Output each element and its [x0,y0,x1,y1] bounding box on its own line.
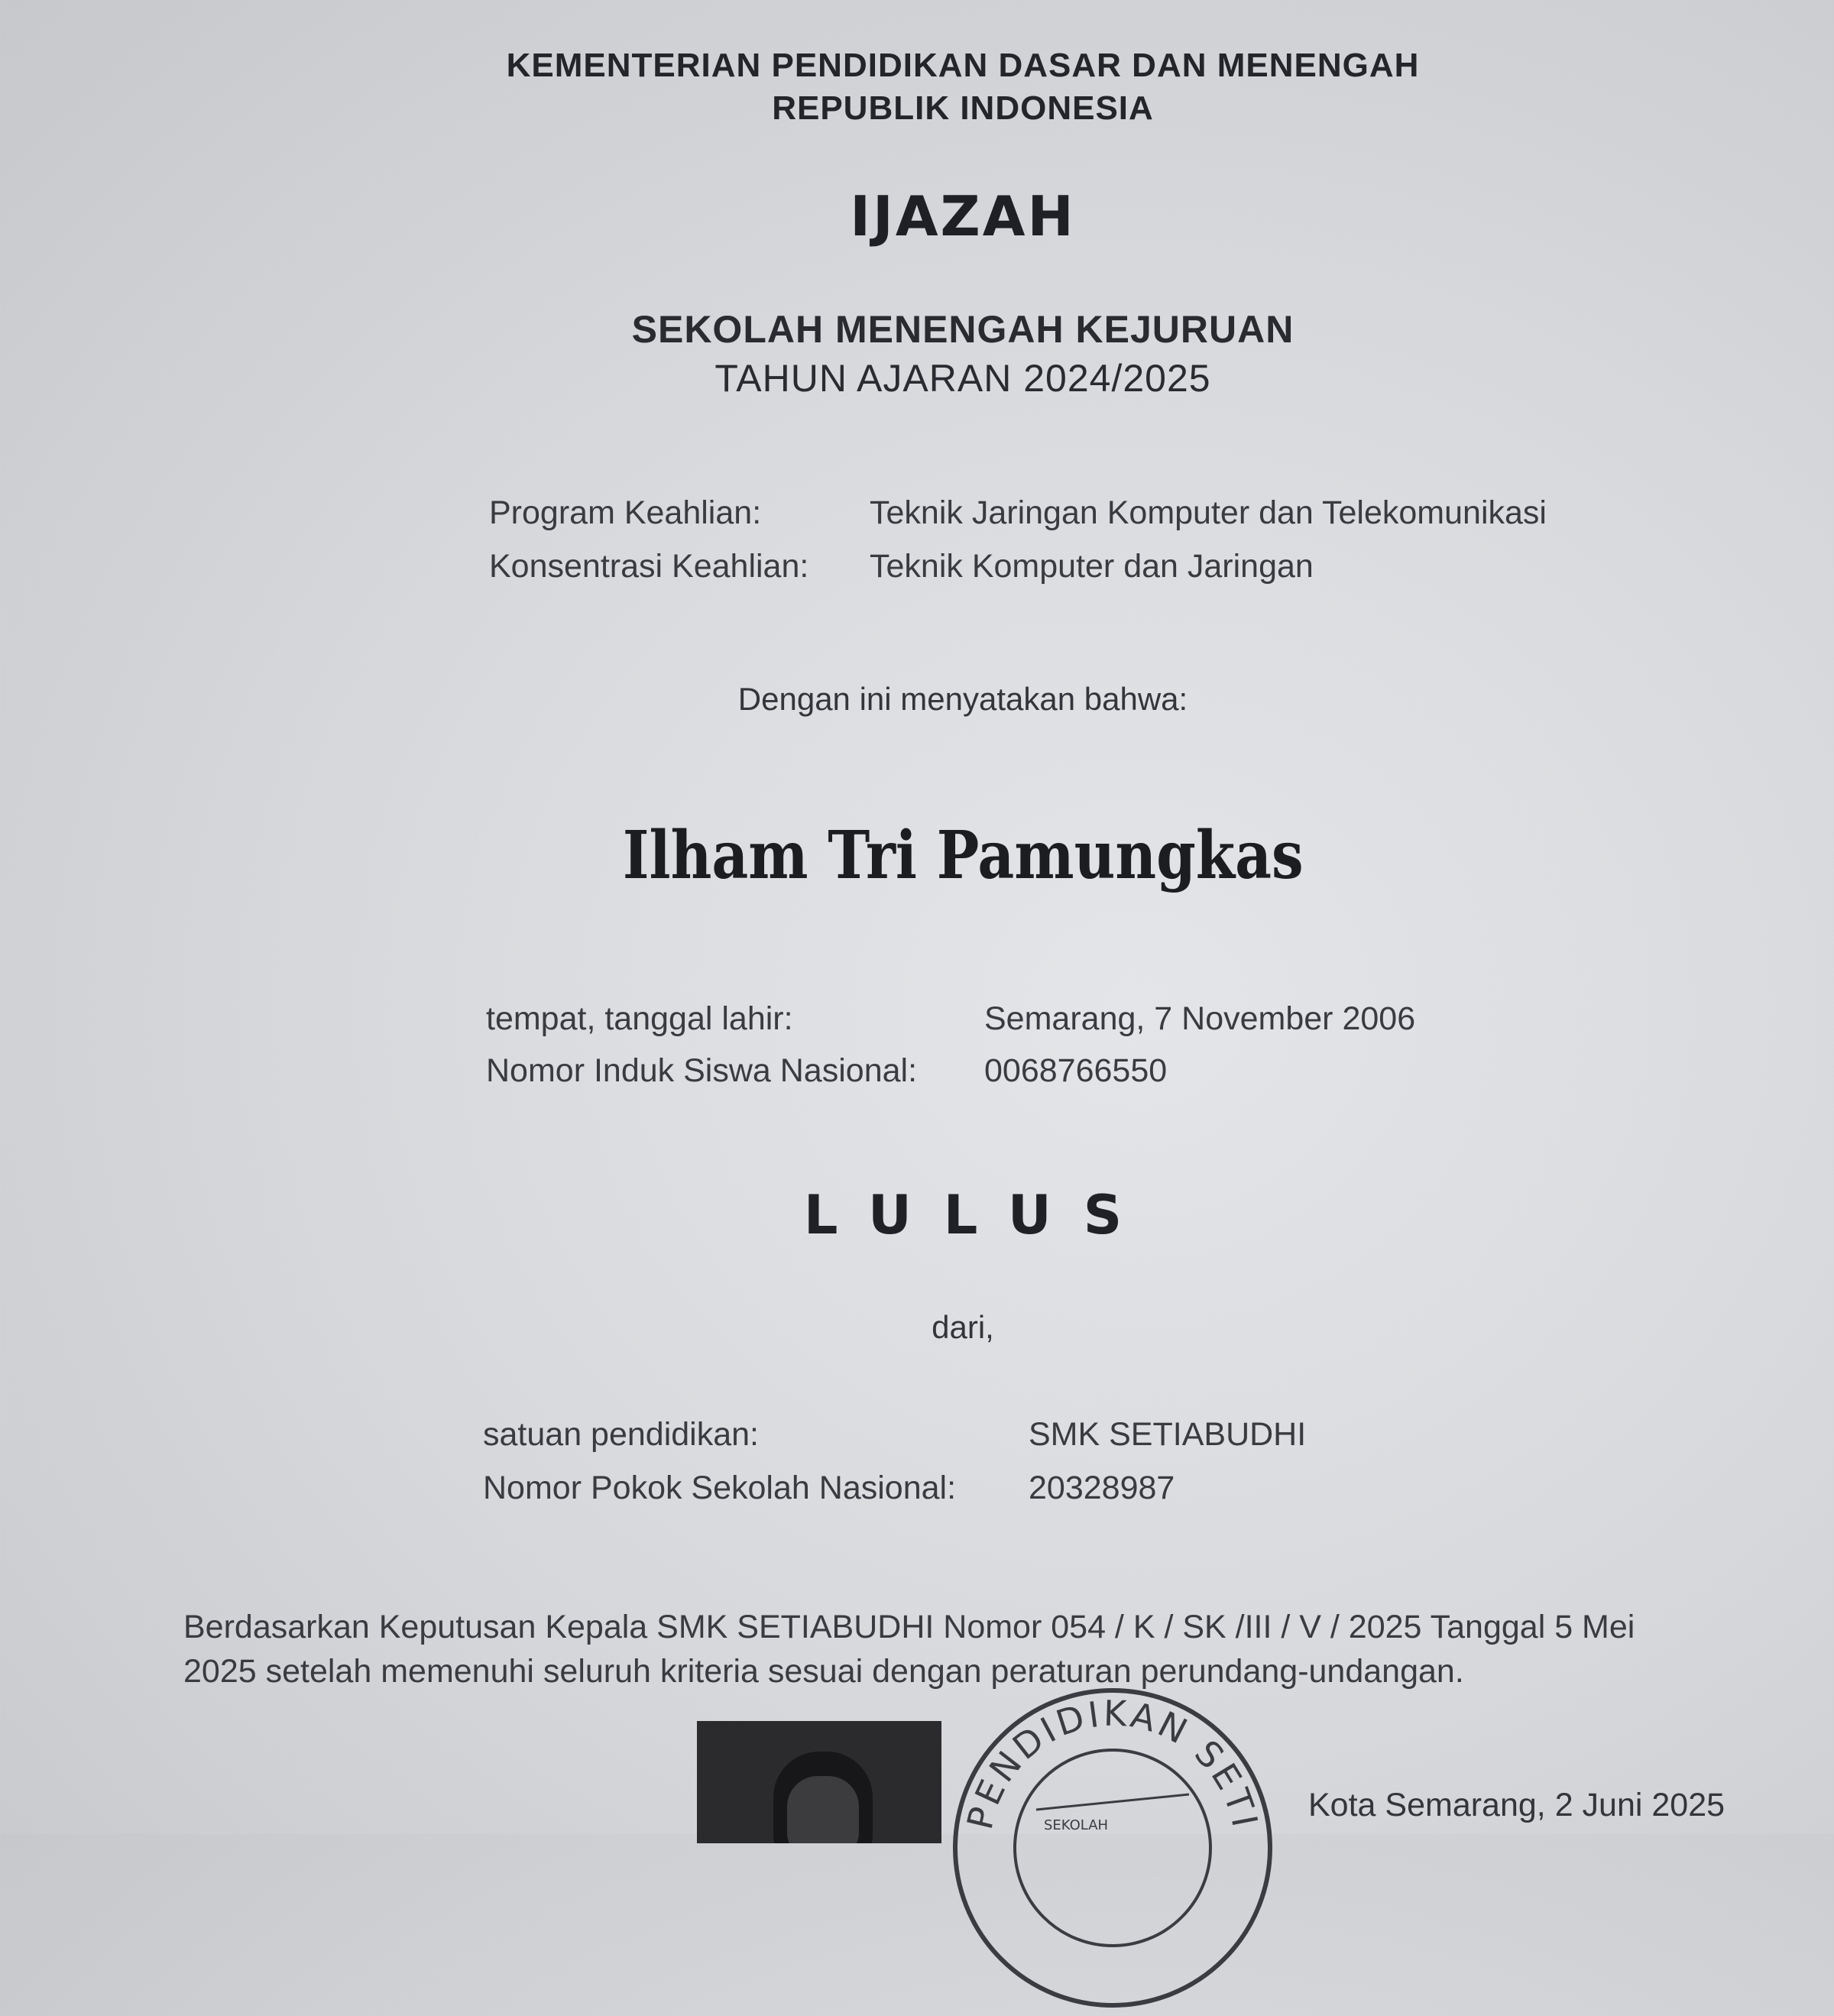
birth-label: tempat, tanggal lahir: [486,1000,793,1037]
ministry-line-1: KEMENTERIAN PENDIDIKAN DASAR DAN MENENGAH [506,47,1420,84]
concentration-label: Konsentrasi Keahlian: [489,548,809,585]
stamp-inner-ring [1015,1750,1210,1946]
nisn-label: Nomor Induk Siswa Nasional: [486,1052,918,1089]
school-unit-label: satuan pendidikan: [483,1416,760,1453]
school-unit-value: SMK SETIABUDHI [1029,1416,1307,1453]
school-level: SEKOLAH MENENGAH KEJURUAN [631,308,1294,351]
from-text: dari, [932,1309,994,1345]
decision-line-1: Berdasarkan Keputusan Kepala SMK SETIABUDHI Nomor 054 / K / SK /III / V / 2025 Tanggal 5 Mei [183,1609,1635,1645]
academic-year: TAHUN AJARAN 2024/2025 [714,357,1211,400]
student-name: Ilham Tri Pamungkas [622,817,1304,894]
stamp-outer-ring [955,1690,1270,2005]
result-text: LULUS [803,1184,1155,1246]
concentration-value: Teknik Komputer dan Jaringan [870,548,1314,585]
program-label: Program Keahlian: [489,494,762,531]
decision-line-2: 2025 setelah memenuhi seluruh kriteria sesuai dengan peraturan perundang-undangan. [183,1653,1464,1690]
birth-value: Semarang, 7 November 2006 [984,1000,1416,1037]
signature-place-date: Kota Semarang, 2 Juni 2025 [1308,1787,1725,1823]
statement-text: Dengan ini menyatakan bahwa: [737,681,1188,717]
student-photo [697,1721,941,1843]
stamp-inner-line [1036,1794,1189,1810]
document-title: IJAZAH [850,184,1076,248]
ministry-line-2: REPUBLIK INDONESIA [772,89,1154,127]
stamp-inner-text: SEKOLAH [1044,1817,1109,1833]
npsn-label: Nomor Pokok Sekolah Nasional: [483,1470,957,1506]
photo-face [787,1776,859,1843]
stamp-arc-text: PENDIDIKAN SETI [958,1692,1266,1833]
ministry-heading [0,44,1834,130]
program-value: Teknik Jaringan Komputer dan Telekomunikasi [870,494,1547,531]
nisn-value: 0068766550 [984,1052,1168,1089]
npsn-value: 20328987 [1029,1470,1175,1506]
school-stamp [945,1680,1281,2016]
